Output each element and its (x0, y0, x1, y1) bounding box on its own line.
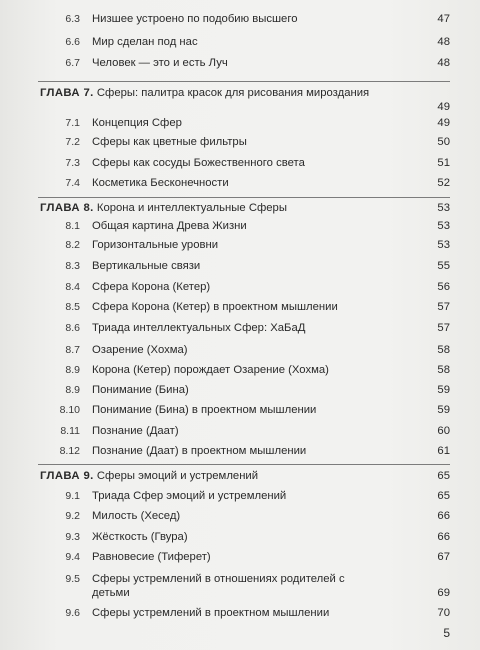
section-divider (38, 464, 450, 465)
toc-item-page: 48 (437, 36, 450, 48)
toc-item-title: Корона (Кетер) порождает Озарение (Хохма) (92, 364, 329, 376)
toc-item-title: Сферы как сосуды Божественного света (92, 157, 305, 169)
toc-item-page: 56 (437, 281, 450, 293)
toc-item-number: 7.3 (65, 157, 80, 169)
toc-item-page: 67 (437, 551, 450, 563)
toc-item-page: 50 (437, 136, 450, 148)
section-divider (38, 81, 450, 82)
toc-item-title: Жёсткость (Гвура) (92, 531, 188, 543)
toc-item-page: 51 (437, 157, 450, 169)
toc-item-page: 57 (437, 322, 450, 334)
toc-item-title: Равновесие (Тиферет) (92, 551, 211, 563)
page-number: 5 (443, 626, 450, 640)
toc-item-page: 61 (437, 445, 450, 457)
toc-item-page: 47 (437, 13, 450, 25)
chapter-label: ГЛАВА 9. (40, 470, 94, 482)
toc-item-title: Сферы как цветные фильтры (92, 136, 247, 148)
toc-item-number: 6.7 (65, 57, 80, 69)
section-divider (38, 197, 450, 198)
toc-item-page: 58 (437, 364, 450, 376)
toc-item-title: Косметика Бесконечности (92, 177, 229, 189)
toc-item-number: 8.5 (65, 301, 80, 313)
chapter-label: ГЛАВА 7. (40, 87, 94, 99)
chapter-label: ГЛАВА 8. (40, 202, 94, 214)
chapter-title: Сферы: палитра красок для рисования мироздания (96, 87, 370, 99)
chapter-page: 53 (437, 202, 450, 214)
toc-item-page: 70 (437, 607, 450, 619)
toc-item-page: 66 (437, 531, 450, 543)
toc-item-title: Понимание (Бина) (92, 384, 189, 396)
toc-item-page: 52 (437, 177, 450, 189)
toc-item-page: 58 (437, 344, 450, 356)
toc-item-number: 9.5 (65, 573, 80, 585)
toc-item-page: 49 (437, 117, 450, 129)
toc-item-title: Милость (Хесед) (92, 510, 181, 522)
toc-item-number: 8.9 (65, 384, 80, 396)
toc-item-title: Триада Сфер эмоций и устремлений (92, 490, 287, 502)
chapter-title: Корона и интеллектуальные Сферы (96, 202, 287, 214)
toc-item-page: 69 (437, 587, 450, 599)
toc-item-title: Сфера Корона (Кетер) (92, 281, 211, 293)
toc-item-title: Сфера Корона (Кетер) в проектном мышлении (92, 301, 338, 313)
toc-item-number: 9.3 (65, 531, 80, 543)
toc-item-page: 66 (437, 510, 450, 522)
chapter-title: Сферы эмоций и устремлений (96, 470, 259, 482)
toc-item-title: Понимание (Бина) в проектном мышлении (92, 404, 317, 416)
toc-item-number: 6.3 (65, 13, 80, 25)
toc-item-number: 6.6 (65, 36, 80, 48)
toc-item-page: 59 (437, 404, 450, 416)
toc-item-number: 9.1 (65, 490, 80, 502)
toc-item-page: 65 (437, 490, 450, 502)
toc-item-title: Познание (Даат) (92, 425, 179, 437)
toc-item-page: 55 (437, 260, 450, 272)
toc-item-number: 8.10 (59, 404, 80, 416)
toc-item-number: 9.4 (65, 551, 80, 563)
toc-item-title: Горизонтальные уровни (92, 239, 219, 251)
toc-item-title: Мир сделан под нас (92, 36, 198, 48)
chapter-page: 65 (437, 470, 450, 482)
toc-item-page: 59 (437, 384, 450, 396)
toc-item-title: Сферы устремлений в проектном мышлении (92, 607, 330, 619)
toc-item-number: 8.7 (65, 344, 80, 356)
toc-item-title: Общая картина Древа Жизни (92, 220, 247, 232)
toc-item-number: 7.1 (65, 117, 80, 129)
toc-item-number: 7.4 (65, 177, 80, 189)
toc-item-number: 9.6 (65, 607, 80, 619)
toc-item-title: Озарение (Хохма) (92, 344, 188, 356)
toc-item-number: 8.6 (65, 322, 80, 334)
toc-item-number: 8.1 (65, 220, 80, 232)
toc-item-number: 8.11 (60, 425, 80, 437)
toc-item-number: 8.9 (65, 364, 80, 376)
toc-item-page: 53 (437, 239, 450, 251)
toc-item-title: Триада интеллектуальных Сфер: ХаБаД (92, 322, 306, 334)
toc-item-number: 8.4 (65, 281, 80, 293)
toc-item-number: 7.2 (65, 136, 80, 148)
toc-item-title: Познание (Даат) в проектном мышлении (92, 445, 307, 457)
chapter-page: 49 (437, 101, 450, 113)
toc-item-title: Человек — это и есть Луч (92, 57, 228, 69)
toc-item-number: 8.12 (59, 445, 80, 457)
toc-item-title: Сферы устремлений в отношениях родителей с детьми (92, 573, 345, 599)
toc-item-title: Вертикальные связи (92, 260, 201, 272)
toc-item-page: 60 (437, 425, 450, 437)
toc-item-title: Низшее устроено по подобию высшего (92, 13, 298, 25)
toc-item-number: 8.2 (65, 239, 80, 251)
toc-item-title: Концепция Сфер (92, 117, 182, 129)
toc-item-number: 9.2 (65, 510, 80, 522)
toc-item-page: 48 (437, 57, 450, 69)
toc-item-number: 8.3 (65, 260, 80, 272)
toc-item-page: 57 (437, 301, 450, 313)
toc-item-page: 53 (437, 220, 450, 232)
